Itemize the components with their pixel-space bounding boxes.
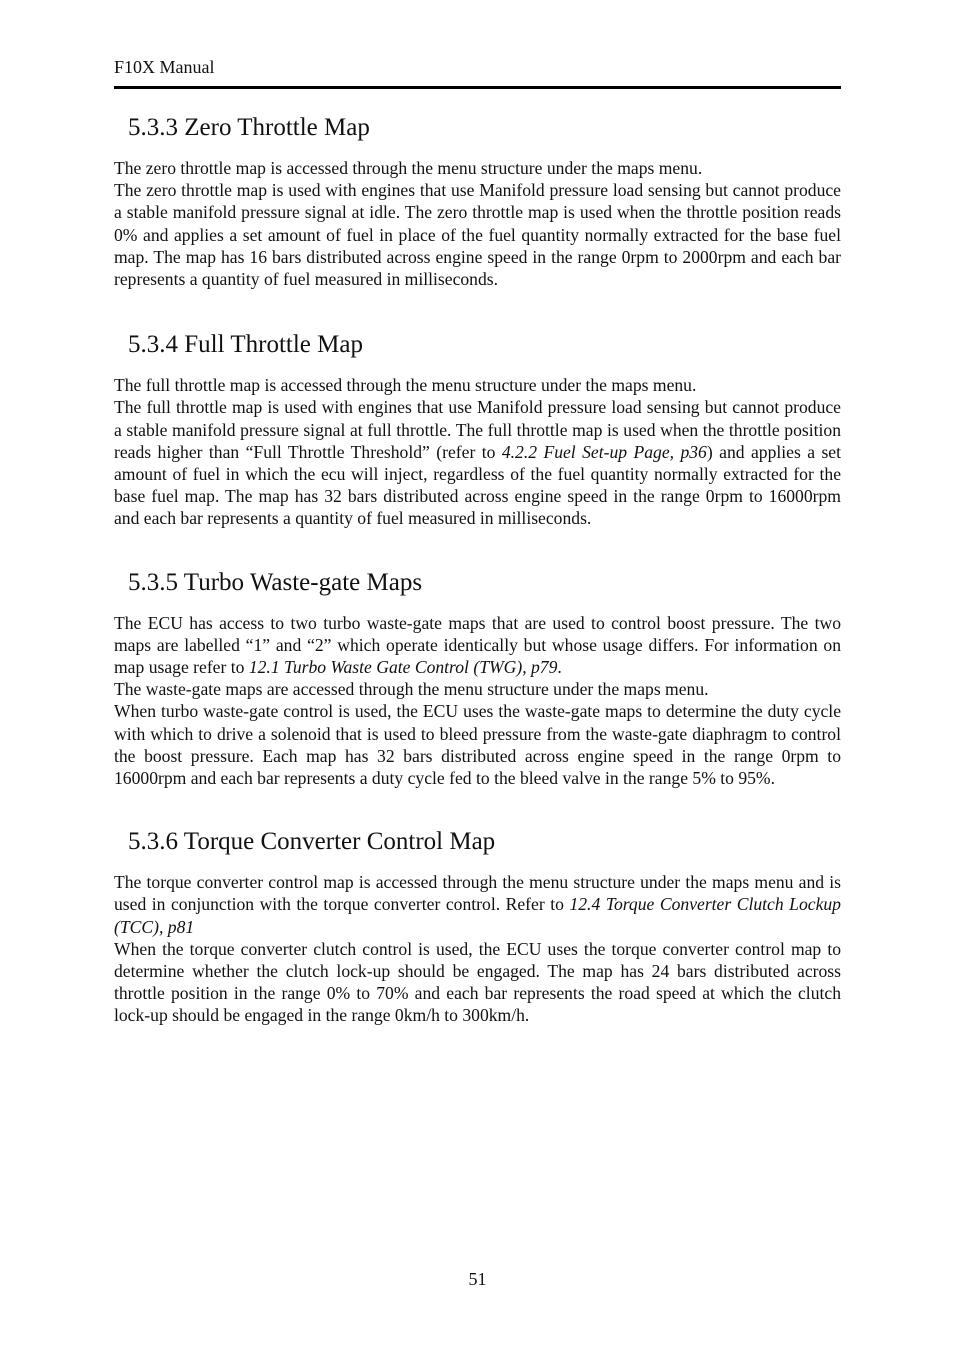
cross-reference: 4.2.2 Fuel Set-up Page, p36 <box>501 441 707 462</box>
paragraph: The zero throttle map is used with engines that use Manifold pressure load sensing but cannot produce a stable manifold pressure signal at idle. The zero throttle map is used when the throttle position reads 0% and applies a set amount of fuel in place of the fuel quantity normally extracted for the base fuel map. The map has 16 bars distributed across engine speed in the range 0rpm to 2000rpm and each bar represents a quantity of fuel measured in milliseconds. <box>114 180 841 290</box>
paragraph <box>114 396 841 529</box>
paragraph <box>114 871 841 938</box>
section-turbo-waste-gate-maps <box>114 567 841 790</box>
page-number: 51 <box>468 1269 487 1289</box>
section-heading: 5.3.3 Zero Throttle Map <box>128 114 370 141</box>
paragraph: The waste-gate maps are accessed through the menu structure under the maps menu. <box>114 679 709 700</box>
section-heading: 5.3.6 Torque Converter Control Map <box>128 828 496 856</box>
section-zero-throttle-map <box>114 112 841 290</box>
paragraph-text: The ECU has access to two turbo waste-gate maps that are used to control boost pressure. The two maps are labelled “1” and “2” which operate identically but whose usage differs. For information on map usage refer to <box>114 612 841 678</box>
page-content <box>114 112 841 1066</box>
paragraph-text: The full throttle map is used with engines that use Manifold pressure load sensing but cannot produce a stable manifold pressure signal at full throttle. The full throttle map is used when the throttle position reads higher than “Full Throttle Threshold” (refer to <box>114 397 841 462</box>
paragraph: When turbo waste-gate control is used, the ECU uses the waste-gate maps to determine the duty cycle with which to drive a solenoid that is used to bleed pressure from the waste-gate diaphragm to control the boost pressure. Each map has 32 bars distributed across engine speed in the range 0rpm to 16000rpm and each bar represents a duty cycle fed to the bleed valve in the range 5% to 95%. <box>114 701 841 789</box>
section-heading: 5.3.4 Full Throttle Map <box>128 331 363 359</box>
paragraph-text: ) and applies a set amount of fuel in which the ecu will inject, regardless of the fuel quantity normally extracted for the base fuel map. The map has 32 bars distributed across engine speed in the range 0rpm to 16000rpm and each bar represents a quantity of fuel measured in milliseconds. <box>114 441 841 529</box>
paragraph: When the torque converter clutch control is used, the ECU uses the torque converter control map to determine whether the clutch lock-up should be engaged. The map has 24 bars distributed across throttle position in the range 0% to 70% and each bar represents the road speed at which the clutch lock-up should be engaged in the range 0km/h to 300km/h. <box>114 938 841 1026</box>
paragraph-text: The torque converter control map is accessed through the menu structure under the maps menu and is used in conjunction with the torque converter control. Refer to <box>114 872 841 915</box>
running-header: F10X Manual <box>114 57 215 77</box>
paragraph <box>114 612 841 679</box>
paragraph-text: . <box>557 657 562 678</box>
cross-reference: 12.1 Turbo Waste Gate Control (TWG), p79 <box>248 657 558 678</box>
section-torque-converter-control-map <box>114 826 841 1026</box>
paragraph: The full throttle map is accessed through the menu structure under the maps menu. <box>114 375 697 396</box>
section-full-throttle-map <box>114 329 841 529</box>
paragraph: The zero throttle map is accessed through the menu structure under the maps menu. <box>114 158 703 178</box>
cross-reference: 12.4 Torque Converter Clutch Lockup (TCC), p81 <box>114 894 841 937</box>
header-rule <box>114 86 841 89</box>
section-heading: 5.3.5 Turbo Waste-gate Maps <box>128 568 423 596</box>
